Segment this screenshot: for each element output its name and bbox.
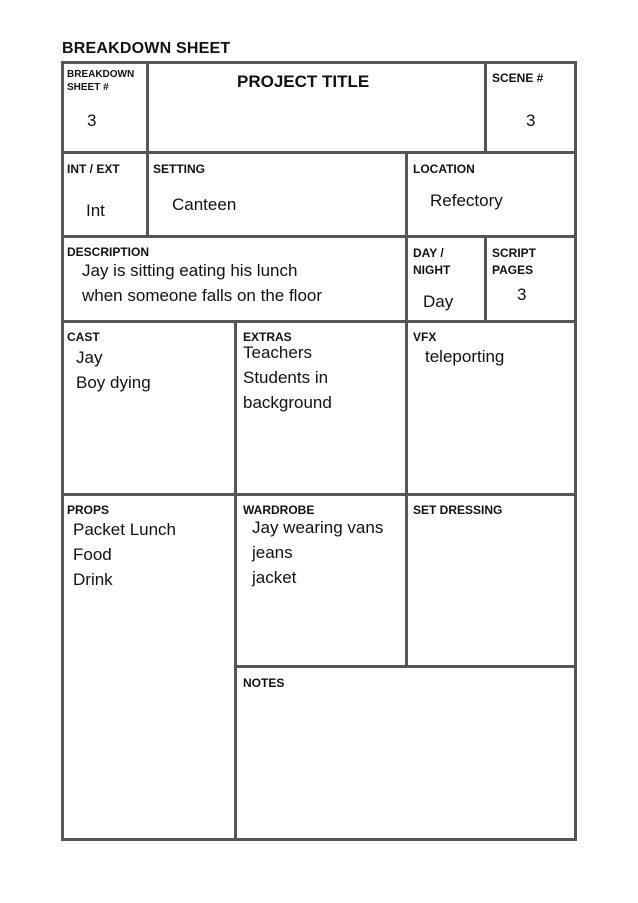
props-label: PROPS bbox=[67, 503, 110, 517]
breakdown-sheet-label: BREAKDOWN SHEET # bbox=[67, 69, 135, 93]
scene-label: SCENE # bbox=[492, 71, 544, 85]
divider bbox=[61, 235, 577, 238]
day-night-label: DAY / NIGHT bbox=[413, 246, 451, 277]
props-value bbox=[73, 517, 176, 592]
extras-line: background bbox=[243, 393, 332, 412]
set-dressing-label: SET DRESSING bbox=[413, 503, 503, 517]
extras-value bbox=[243, 340, 332, 415]
divider bbox=[61, 151, 577, 154]
divider bbox=[234, 320, 237, 841]
divider bbox=[484, 61, 487, 154]
notes-label: NOTES bbox=[243, 676, 285, 690]
description-line: Jay is sitting eating his lunch bbox=[82, 261, 298, 280]
setting-label: SETTING bbox=[153, 162, 206, 176]
breakdown-form bbox=[61, 61, 577, 841]
cast-member: Jay bbox=[76, 348, 103, 367]
prop-item: Packet Lunch bbox=[73, 520, 177, 539]
cast-member: Boy dying bbox=[76, 373, 151, 392]
description-value bbox=[82, 258, 322, 308]
project-title: PROJECT TITLE bbox=[237, 72, 370, 91]
int-ext-value: Int bbox=[86, 201, 105, 220]
prop-item: Food bbox=[73, 545, 112, 564]
location-label: LOCATION bbox=[413, 162, 475, 176]
prop-item: Drink bbox=[73, 570, 113, 589]
cast-value bbox=[76, 345, 151, 395]
scene-number: 3 bbox=[526, 111, 536, 130]
sheet-heading: BREAKDOWN SHEET bbox=[62, 40, 231, 57]
wardrobe-line: Jay wearing vans bbox=[252, 518, 384, 537]
breakdown-sheet-number: 3 bbox=[87, 111, 97, 130]
vfx-value: teleporting bbox=[425, 347, 505, 366]
divider bbox=[146, 61, 149, 237]
wardrobe-line: jacket bbox=[252, 568, 297, 587]
wardrobe-line: jeans bbox=[252, 543, 293, 562]
day-night-value: Day bbox=[423, 292, 454, 311]
wardrobe-value bbox=[252, 515, 383, 590]
script-pages-label: SCRIPT PAGES bbox=[492, 246, 537, 277]
divider bbox=[484, 235, 487, 323]
extras-label: EXTRAS bbox=[243, 330, 292, 344]
description-label: DESCRIPTION bbox=[67, 245, 150, 259]
int-ext-label: INT / EXT bbox=[67, 162, 120, 176]
wardrobe-label: WARDROBE bbox=[243, 503, 315, 517]
divider bbox=[61, 320, 577, 323]
description-line: when someone falls on the floor bbox=[82, 286, 323, 305]
cast-label: CAST bbox=[67, 330, 100, 344]
extras-line: Students in bbox=[243, 368, 329, 387]
divider bbox=[61, 493, 577, 496]
setting-value: Canteen bbox=[172, 195, 237, 214]
divider bbox=[405, 493, 408, 668]
script-pages-value: 3 bbox=[517, 285, 527, 304]
divider bbox=[405, 151, 408, 495]
extras-line: Teachers bbox=[243, 343, 312, 362]
vfx-label: VFX bbox=[413, 330, 437, 344]
location-value: Refectory bbox=[430, 191, 503, 210]
